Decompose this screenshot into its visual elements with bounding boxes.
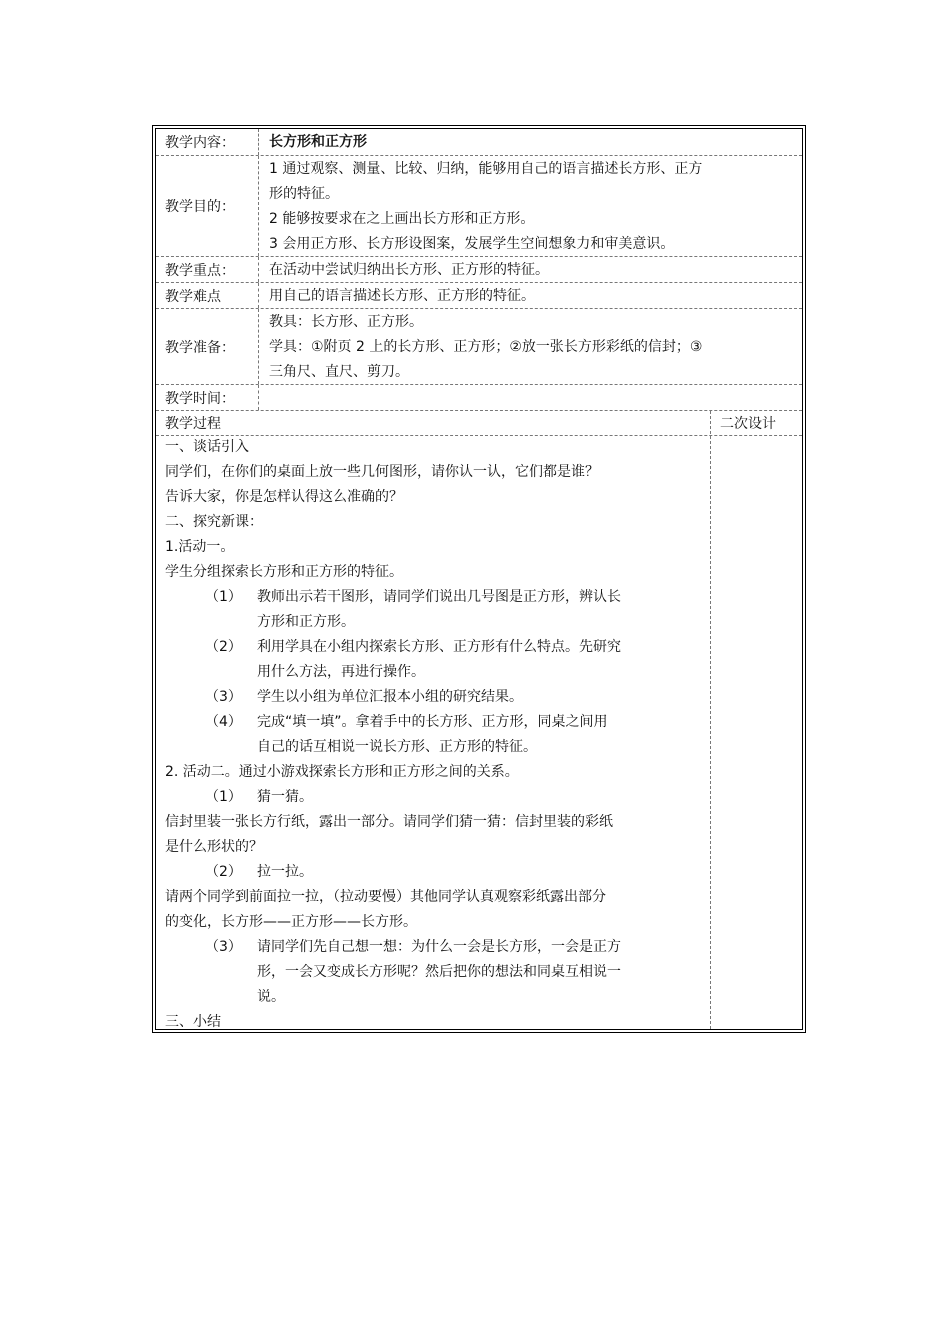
process-header-row bbox=[156, 411, 802, 436]
process-list-item bbox=[165, 710, 705, 760]
process-paragraph: 三、小结 bbox=[165, 1014, 221, 1030]
process-list-item bbox=[165, 860, 705, 885]
value-line: 3 会用正方形、长方形设图案，发展学生空间想象力和审美意识。 bbox=[269, 236, 675, 252]
row-key-point bbox=[156, 257, 802, 283]
process-paragraph: 信封里装一张长方行纸，露出一部分。请同学们猜一猜：信封里装的彩纸 bbox=[165, 814, 613, 830]
process-body bbox=[165, 435, 705, 1035]
value-line: 三角尺、直尺、剪刀。 bbox=[269, 364, 409, 380]
label-objectives: 教学目的： bbox=[156, 156, 259, 256]
item-line: 拉一拉。 bbox=[257, 864, 313, 880]
value-line: 用自己的语言描述长方形、正方形的特征。 bbox=[269, 288, 535, 304]
value-line: 2 能够按要求在之上画出长方形和正方形。 bbox=[269, 211, 535, 227]
item-text bbox=[257, 710, 705, 760]
item-number: （3） bbox=[205, 689, 242, 705]
item-number: （3） bbox=[205, 939, 242, 955]
item-number: （2） bbox=[205, 639, 242, 655]
second-design-header: 二次设计 bbox=[720, 416, 776, 432]
label-key-point: 教学重点： bbox=[156, 257, 259, 282]
item-line: 学生以小组为单位汇报本小组的研究结果。 bbox=[257, 689, 523, 705]
process-list-item bbox=[165, 685, 705, 710]
value-preparation bbox=[260, 309, 802, 384]
process-paragraph: 的变化，长方形——正方形——长方形。 bbox=[165, 914, 417, 930]
value-line: 教具：长方形、正方形。 bbox=[269, 314, 423, 330]
value-line: 长方形和正方形 bbox=[269, 134, 367, 150]
process-list-item bbox=[165, 585, 705, 635]
item-number: （1） bbox=[205, 589, 242, 605]
item-text bbox=[257, 935, 705, 1010]
process-header: 教学过程 bbox=[165, 416, 221, 432]
item-line: 用什么方法，再进行操作。 bbox=[257, 664, 425, 680]
value-line: 学具：①附页 2 上的长方形、正方形；②放一张长方形彩纸的信封；③ bbox=[269, 339, 703, 355]
value-difficulty bbox=[260, 283, 802, 308]
row-time bbox=[156, 385, 802, 411]
row-objectives bbox=[156, 156, 802, 257]
lesson-plan-table bbox=[152, 125, 806, 1033]
value-line: 形的特征。 bbox=[269, 186, 339, 202]
process-paragraph: 告诉大家，你是怎样认得这么准确的？ bbox=[165, 489, 403, 505]
item-line: 教师出示若干图形，请同学们说出几号图是正方形，辨认长 bbox=[257, 589, 621, 605]
item-text bbox=[257, 635, 705, 685]
value-content bbox=[260, 129, 802, 155]
item-number: （2） bbox=[205, 864, 242, 880]
value-objectives bbox=[260, 156, 802, 256]
item-text bbox=[257, 585, 705, 635]
item-line: 说。 bbox=[257, 989, 285, 1005]
value-time bbox=[260, 385, 802, 410]
process-paragraph: 请两个同学到前面拉一拉，（拉动要慢）其他同学认真观察彩纸露出部分 bbox=[165, 889, 606, 905]
label-preparation: 教学准备： bbox=[156, 309, 259, 384]
item-number: （4） bbox=[205, 714, 242, 730]
process-paragraph: 一、谈话引入 bbox=[165, 439, 249, 455]
process-list-item bbox=[165, 785, 705, 810]
item-text bbox=[257, 860, 705, 885]
label-difficulty: 教学难点 bbox=[156, 283, 259, 308]
column-divider bbox=[710, 411, 711, 1029]
row-content bbox=[156, 129, 802, 156]
value-line: 1 通过观察、测量、比较、归纳，能够用自己的语言描述长方形、正方 bbox=[269, 161, 703, 177]
label-content: 教学内容： bbox=[156, 129, 259, 155]
process-list-item bbox=[165, 935, 705, 1010]
item-text bbox=[257, 685, 705, 710]
item-number: （1） bbox=[205, 789, 242, 805]
process-paragraph: 是什么形状的？ bbox=[165, 839, 263, 855]
process-paragraph: 1.活动一。 bbox=[165, 539, 235, 555]
item-line: 方形和正方形。 bbox=[257, 614, 355, 630]
value-line: 在活动中尝试归纳出长方形、正方形的特征。 bbox=[269, 262, 549, 278]
item-line: 请同学们先自己想一想：为什么一会是长方形，一会是正方 bbox=[257, 939, 621, 955]
row-preparation bbox=[156, 309, 802, 385]
row-difficulty bbox=[156, 283, 802, 309]
item-line: 完成“填一填”。拿着手中的长方形、正方形，同桌之间用 bbox=[257, 714, 608, 730]
item-line: 猜一猜。 bbox=[257, 789, 313, 805]
item-line: 自己的话互相说一说长方形、正方形的特征。 bbox=[257, 739, 537, 755]
label-time: 教学时间： bbox=[156, 385, 259, 410]
process-list-item bbox=[165, 635, 705, 685]
item-text bbox=[257, 785, 705, 810]
process-paragraph: 2. 活动二。通过小游戏探索长方形和正方形之间的关系。 bbox=[165, 764, 519, 780]
value-key-point bbox=[260, 257, 802, 282]
item-line: 利用学具在小组内探索长方形、正方形有什么特点。先研究 bbox=[257, 639, 621, 655]
process-paragraph: 二、探究新课： bbox=[165, 514, 263, 530]
process-paragraph: 同学们，在你们的桌面上放一些几何图形，请你认一认，它们都是谁？ bbox=[165, 464, 599, 480]
item-line: 形，一会又变成长方形呢？然后把你的想法和同桌互相说一 bbox=[257, 964, 621, 980]
process-paragraph: 学生分组探索长方形和正方形的特征。 bbox=[165, 564, 403, 580]
table-inner bbox=[155, 128, 803, 1030]
